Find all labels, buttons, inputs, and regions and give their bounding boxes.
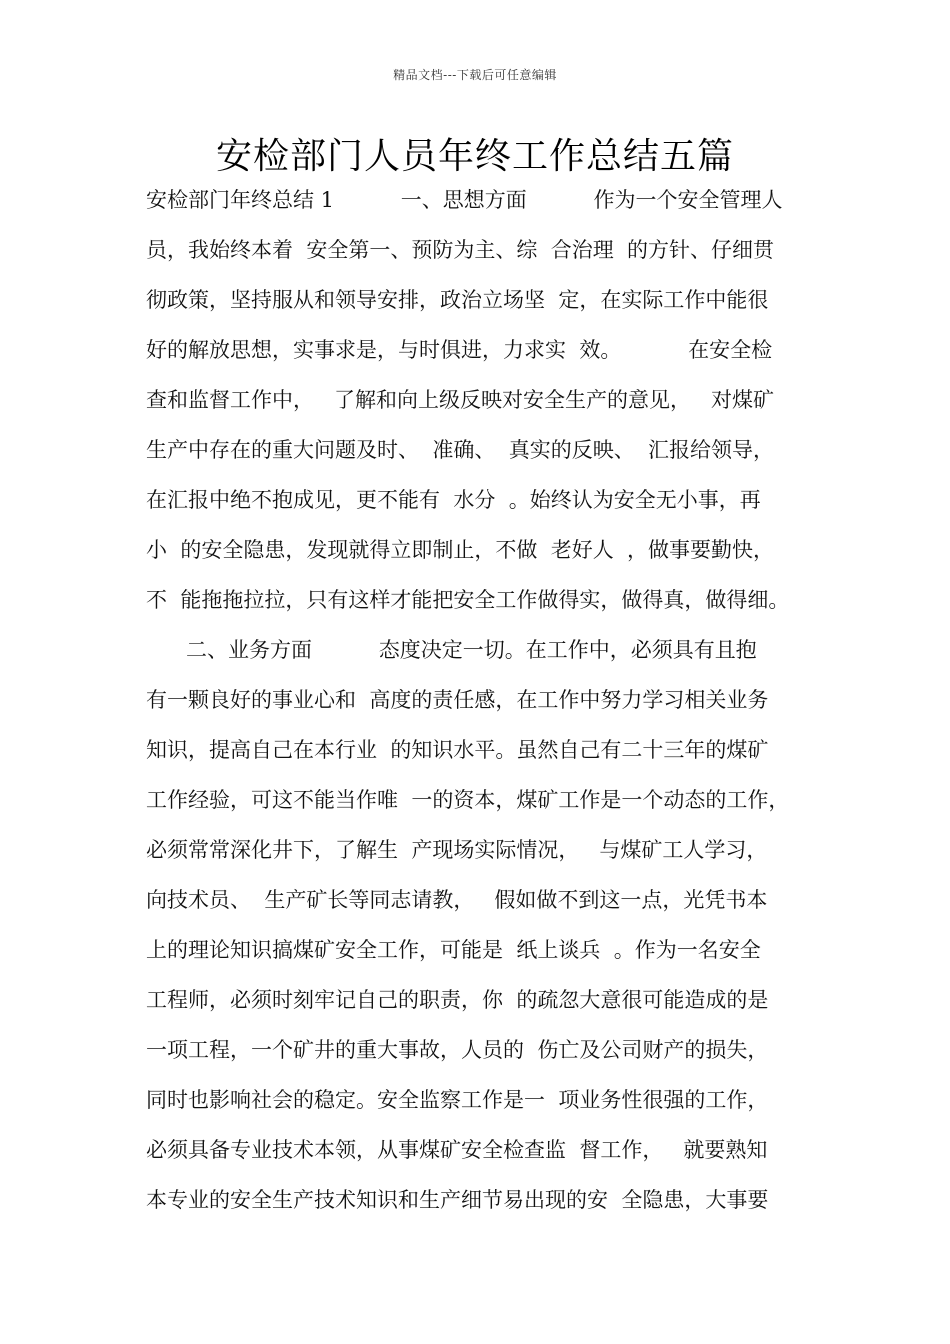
text-line: 一项工程，一个矿井的重大事故，人员的 伤亡及公司财产的损失，: [146, 1038, 769, 1062]
document-title: 安检部门人员年终工作总结五篇: [215, 136, 734, 177]
text-line: 上的理论知识搞煤矿安全工作，可能是 纸上谈兵 。作为一名安全: [146, 938, 761, 962]
text-line: 工程师，必须时刻牢记自己的职责，你 的疏忽大意很可能造成的是: [146, 988, 769, 1012]
text-line: 好的解放思想，实事求是，与时俱进，力求实 效。 在安全检: [146, 338, 773, 362]
text-line: 知识，提高自己在本行业 的知识水平。虽然自己有二十三年的煤矿: [146, 738, 769, 762]
text-line: 同时也影响社会的稳定。安全监察工作是一 项业务性很强的工作，: [146, 1088, 769, 1112]
body-text: [146, 182, 826, 1232]
text-line: 向技术员、 生产矿长等同志请教， 假如做不到这一点，光凭书本: [146, 888, 768, 912]
text-line: 必须常常深化井下，了解生 产现场实际情况， 与煤矿工人学习，: [146, 838, 768, 862]
text-line: 本专业的安全生产技术知识和生产细节易出现的安 全隐患，大事要: [146, 1188, 769, 1212]
text-line: 查和监督工作中， 了解和向上级反映对安全生产的意见， 对煤矿: [146, 388, 775, 412]
text-line: 必须具备专业技术本领，从事煤矿安全检查监 督工作， 就要熟知: [146, 1138, 768, 1162]
text-line: 员，我始终本着 安全第一、预防为主、综 合治理 的方针、仔细贯: [146, 238, 775, 262]
text-line: 在汇报中绝不抱成见，更不能有 水分 。始终认为安全无小事，再: [146, 488, 761, 512]
text-line: 有一颗良好的事业心和 高度的责任感，在工作中努力学习相关业务: [146, 688, 769, 712]
text-line: 彻政策，坚持服从和领导安排，政治立场坚 定，在实际工作中能很: [146, 288, 769, 312]
header-note: 精品文档---下载后可任意编辑: [393, 68, 557, 82]
text-line: 安检部门年终总结 1 一、思想方面 作为一个安全管理人: [146, 188, 783, 212]
text-line: 工作经验，可这不能当作唯 一的资本，煤矿工作是一个动态的工作，: [146, 788, 790, 812]
text-line: 二、业务方面 态度决定一切。在工作中，必须具有且抱: [146, 638, 757, 662]
text-line: 不 能拖拖拉拉，只有这样才能把安全工作做得实，做得真，做得细。: [146, 588, 790, 612]
text-line: 生产中存在的重大问题及时、 准确、 真实的反映、 汇报给领导，: [146, 438, 775, 462]
text-line: 小 的安全隐患，发现就得立即制止，不做 老好人 ，做事要勤快，: [146, 538, 775, 562]
